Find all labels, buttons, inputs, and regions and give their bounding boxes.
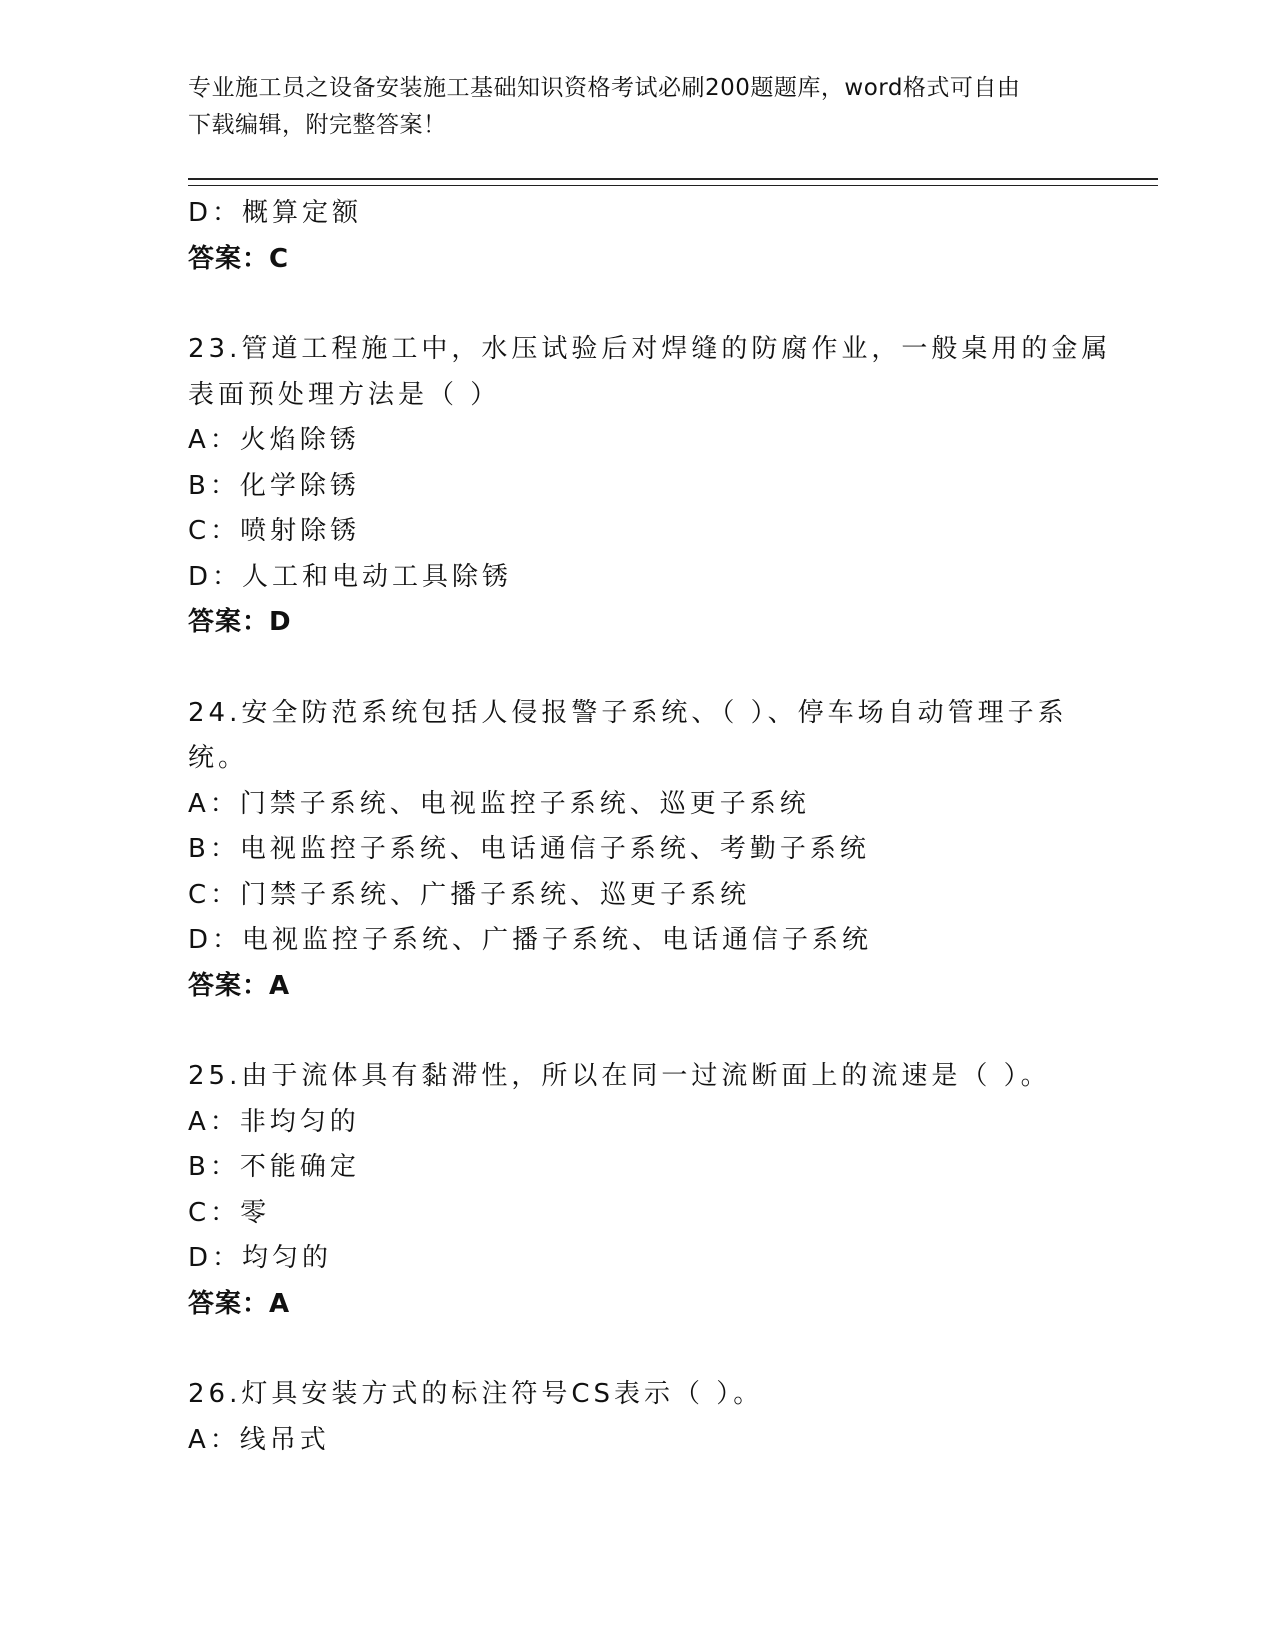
option-d: D：电视监控子系统、广播子系统、电话通信子系统 — [188, 925, 873, 955]
question-stem-continued: 表面预处理方法是（ ） — [188, 379, 501, 410]
question-stem: 25.由于流体具有黏滞性，所以在同一过流断面上的流速是（ ）。 — [188, 1061, 1051, 1091]
document-title-line-1: 专业施工员之设备安装施工基础知识资格考试必刷200题题库，word格式可自由 — [188, 75, 1021, 101]
answer-line: 答案：C — [188, 243, 290, 274]
question-23 — [188, 327, 1128, 646]
question-list — [188, 191, 1128, 1463]
option-c: C：零 — [188, 1197, 271, 1228]
question-25 — [188, 1054, 1128, 1327]
page-header — [188, 70, 1088, 144]
document-title-line-2: 下载编辑，附完整答案！ — [188, 112, 447, 138]
option-a: A：线吊式 — [188, 1424, 330, 1455]
answer-line: 答案：A — [188, 1288, 291, 1319]
header-divider — [188, 178, 1158, 186]
option-c: C：喷射除锈 — [188, 516, 361, 546]
question-stem-continued: 统。 — [188, 743, 249, 773]
option-d: D：人工和电动工具除锈 — [188, 561, 513, 592]
option-a: A：火焰除锈 — [188, 425, 360, 455]
question-stem: 23.管道工程施工中，水压试验后对焊缝的防腐作业，一般桌用的金属 — [188, 334, 1112, 364]
question-stem: 26.灯具安装方式的标注符号CS表示（ ）。 — [188, 1379, 764, 1409]
question-stem: 24.安全防范系统包括人侵报警子系统、（ ）、停车场自动管理子系 — [188, 697, 1068, 728]
answer-line: 答案：D — [188, 607, 292, 637]
option-a: A：门禁子系统、电视监控子系统、巡更子系统 — [188, 788, 810, 819]
option-d: D：均匀的 — [188, 1243, 333, 1273]
option-b: B：化学除锈 — [188, 470, 360, 501]
option-a: A：非均匀的 — [188, 1106, 360, 1137]
option-b: B：电视监控子系统、电话通信子系统、考勤子系统 — [188, 834, 870, 864]
option-c: C：门禁子系统、广播子系统、巡更子系统 — [188, 879, 751, 910]
option-d: D：概算定额 — [188, 198, 363, 228]
option-b: B：不能确定 — [188, 1152, 360, 1182]
previous-question-tail — [188, 191, 1128, 282]
question-24 — [188, 691, 1128, 1010]
answer-line: 答案：A — [188, 970, 291, 1001]
question-26 — [188, 1372, 1128, 1463]
